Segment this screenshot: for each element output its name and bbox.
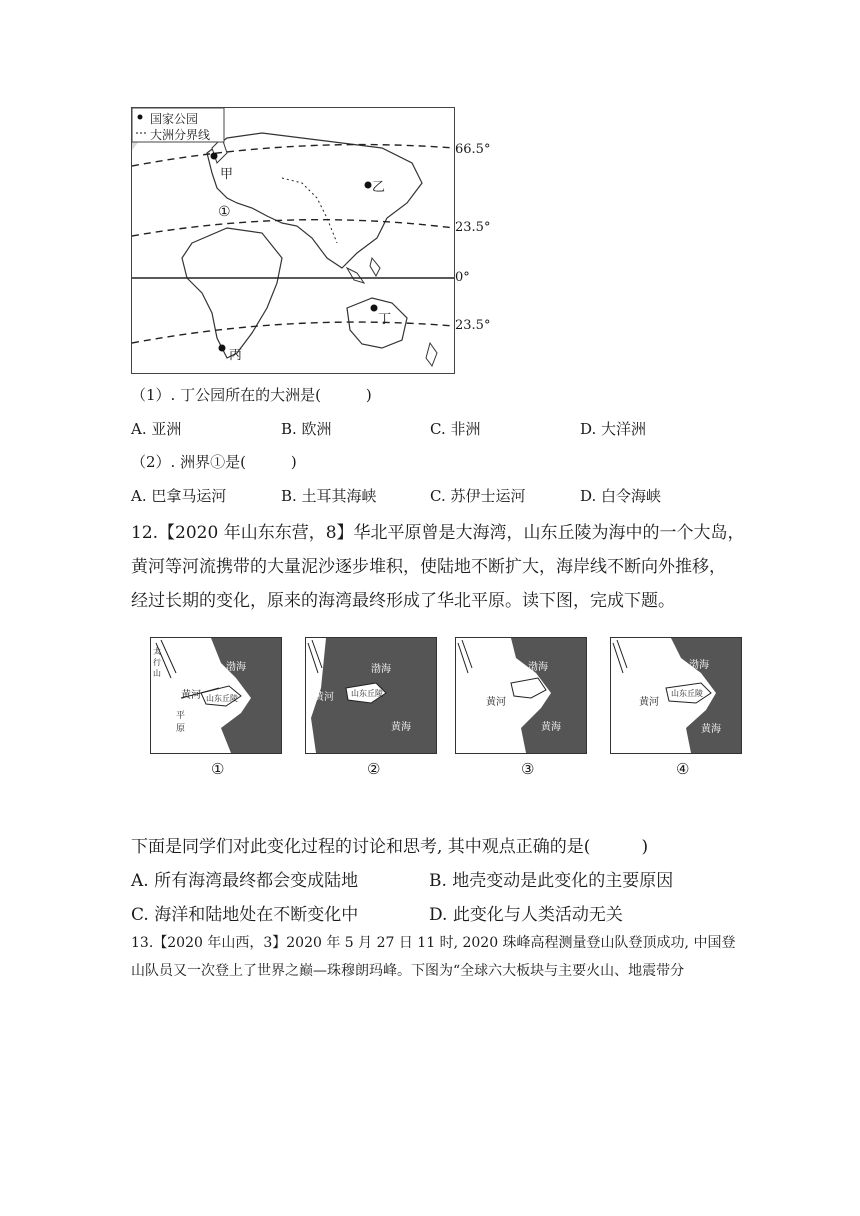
panel-3-huanghe: 黄河 xyxy=(486,697,506,708)
q12-option-d: D. 此变化与人类活动无关 xyxy=(429,905,623,925)
panel-1 xyxy=(150,637,282,754)
panel-3 xyxy=(455,637,587,754)
panel-number-4: ④ xyxy=(676,760,690,778)
mark-boundary-1: ① xyxy=(218,204,231,220)
panel-4-shandong: 山东丘陵 xyxy=(671,689,703,698)
mark-ding: 丁 xyxy=(378,312,392,327)
panel-4-huanghai: 黄海 xyxy=(701,724,721,735)
q11-2-option-c: C. 苏伊士运河 xyxy=(430,487,526,505)
park-ding-dot xyxy=(371,305,378,312)
q11-1-option-b: B. 欧洲 xyxy=(281,420,332,438)
panel-4-bohai: 渤海 xyxy=(689,660,709,671)
panel-3-bohai: 渤海 xyxy=(528,662,548,673)
panel-2-huanghai: 黄海 xyxy=(391,722,411,733)
panel-4-huanghe: 黄河 xyxy=(639,697,659,708)
panel-number-2: ② xyxy=(367,760,381,778)
panel-1-shandong: 山东丘陵 xyxy=(206,694,238,703)
q11-1-option-c: C. 非洲 xyxy=(430,420,481,438)
q12-option-c: C. 海洋和陆地处在不断变化中 xyxy=(131,905,359,925)
q13-line-1: 13.【2020 年山西，3】2020 年 5 月 27 日 11 时, 2020 珠峰高程测量登山队登顶成功, 中国登 xyxy=(131,935,736,951)
world-map-figure xyxy=(131,107,455,374)
panel-2-bohai: 渤海 xyxy=(371,664,391,675)
panel-number-3: ③ xyxy=(521,760,535,778)
panel-1-taihang: 太行山 xyxy=(153,647,161,678)
park-yi-dot xyxy=(365,182,372,189)
legend-boundary-label: 大洲分界线 xyxy=(150,128,211,142)
q11-2-option-d: D. 白令海峡 xyxy=(580,487,662,505)
mark-jia: 甲 xyxy=(220,167,234,182)
panel-1-bohai: 渤海 xyxy=(226,662,246,673)
q11-2-option-b: B. 土耳其海峡 xyxy=(281,487,377,505)
panel-2 xyxy=(305,637,437,754)
panel-2-huanghe: 黄河 xyxy=(314,692,334,703)
q12-option-b: B. 地壳变动是此变化的主要原因 xyxy=(429,871,674,891)
panel-2-shandong: 山东丘陵 xyxy=(351,689,383,698)
map-svg xyxy=(132,108,454,373)
q12-line-3: 经过长期的变化，原来的海湾最终形成了华北平原。读下图，完成下题。 xyxy=(131,591,675,611)
park-jia-dot xyxy=(211,153,218,160)
panel-1-huanghe: 黄河 xyxy=(181,690,201,701)
q12-line-1: 12.【2020 年山东东营，8】华北平原曾是大海湾，山东丘陵为海中的一个大岛， xyxy=(131,523,745,543)
q11-1-option-d: D. 大洋洲 xyxy=(580,420,647,438)
lat-label-23n: 23.5° xyxy=(455,220,491,235)
panel-4 xyxy=(610,637,742,754)
lat-label-66: 66.5° xyxy=(455,142,491,157)
panel-number-1: ① xyxy=(211,760,225,778)
lat-label-0: 0° xyxy=(455,270,470,285)
q12-option-a: A. 所有海湾最终都会变成陆地 xyxy=(131,871,359,891)
legend-park-label: 国家公园 xyxy=(150,112,199,126)
q13-line-2: 山队员又一次登上了世界之巅—珠穆朗玛峰。下图为“全球六大板块与主要火山、地震带分 xyxy=(131,963,685,979)
mark-yi: 乙 xyxy=(372,180,386,195)
park-bing-dot xyxy=(219,345,226,352)
coastline-evolution-figure xyxy=(150,637,740,752)
q11-2-stem: （2）. 洲界①是( ) xyxy=(131,453,297,471)
mark-bing: 丙 xyxy=(229,348,243,363)
panel-3-huanghai: 黄海 xyxy=(541,722,561,733)
lat-label-23s: 23.5° xyxy=(455,318,491,333)
q11-1-option-a: A. 亚洲 xyxy=(131,420,182,438)
q11-2-option-a: A. 巴拿马运河 xyxy=(131,487,227,505)
q11-1-stem: （1）. 丁公园所在的大洲是( ) xyxy=(131,386,372,404)
panel-1-plain: 平原 xyxy=(176,711,186,734)
q12-stem: 下面是同学们对此变化过程的讨论和思考, 其中观点正确的是( ) xyxy=(131,837,649,857)
q12-line-2: 黄河等河流携带的大量泥沙逐步堆积，使陆地不断扩大，海岸线不断向外推移， xyxy=(131,557,726,577)
